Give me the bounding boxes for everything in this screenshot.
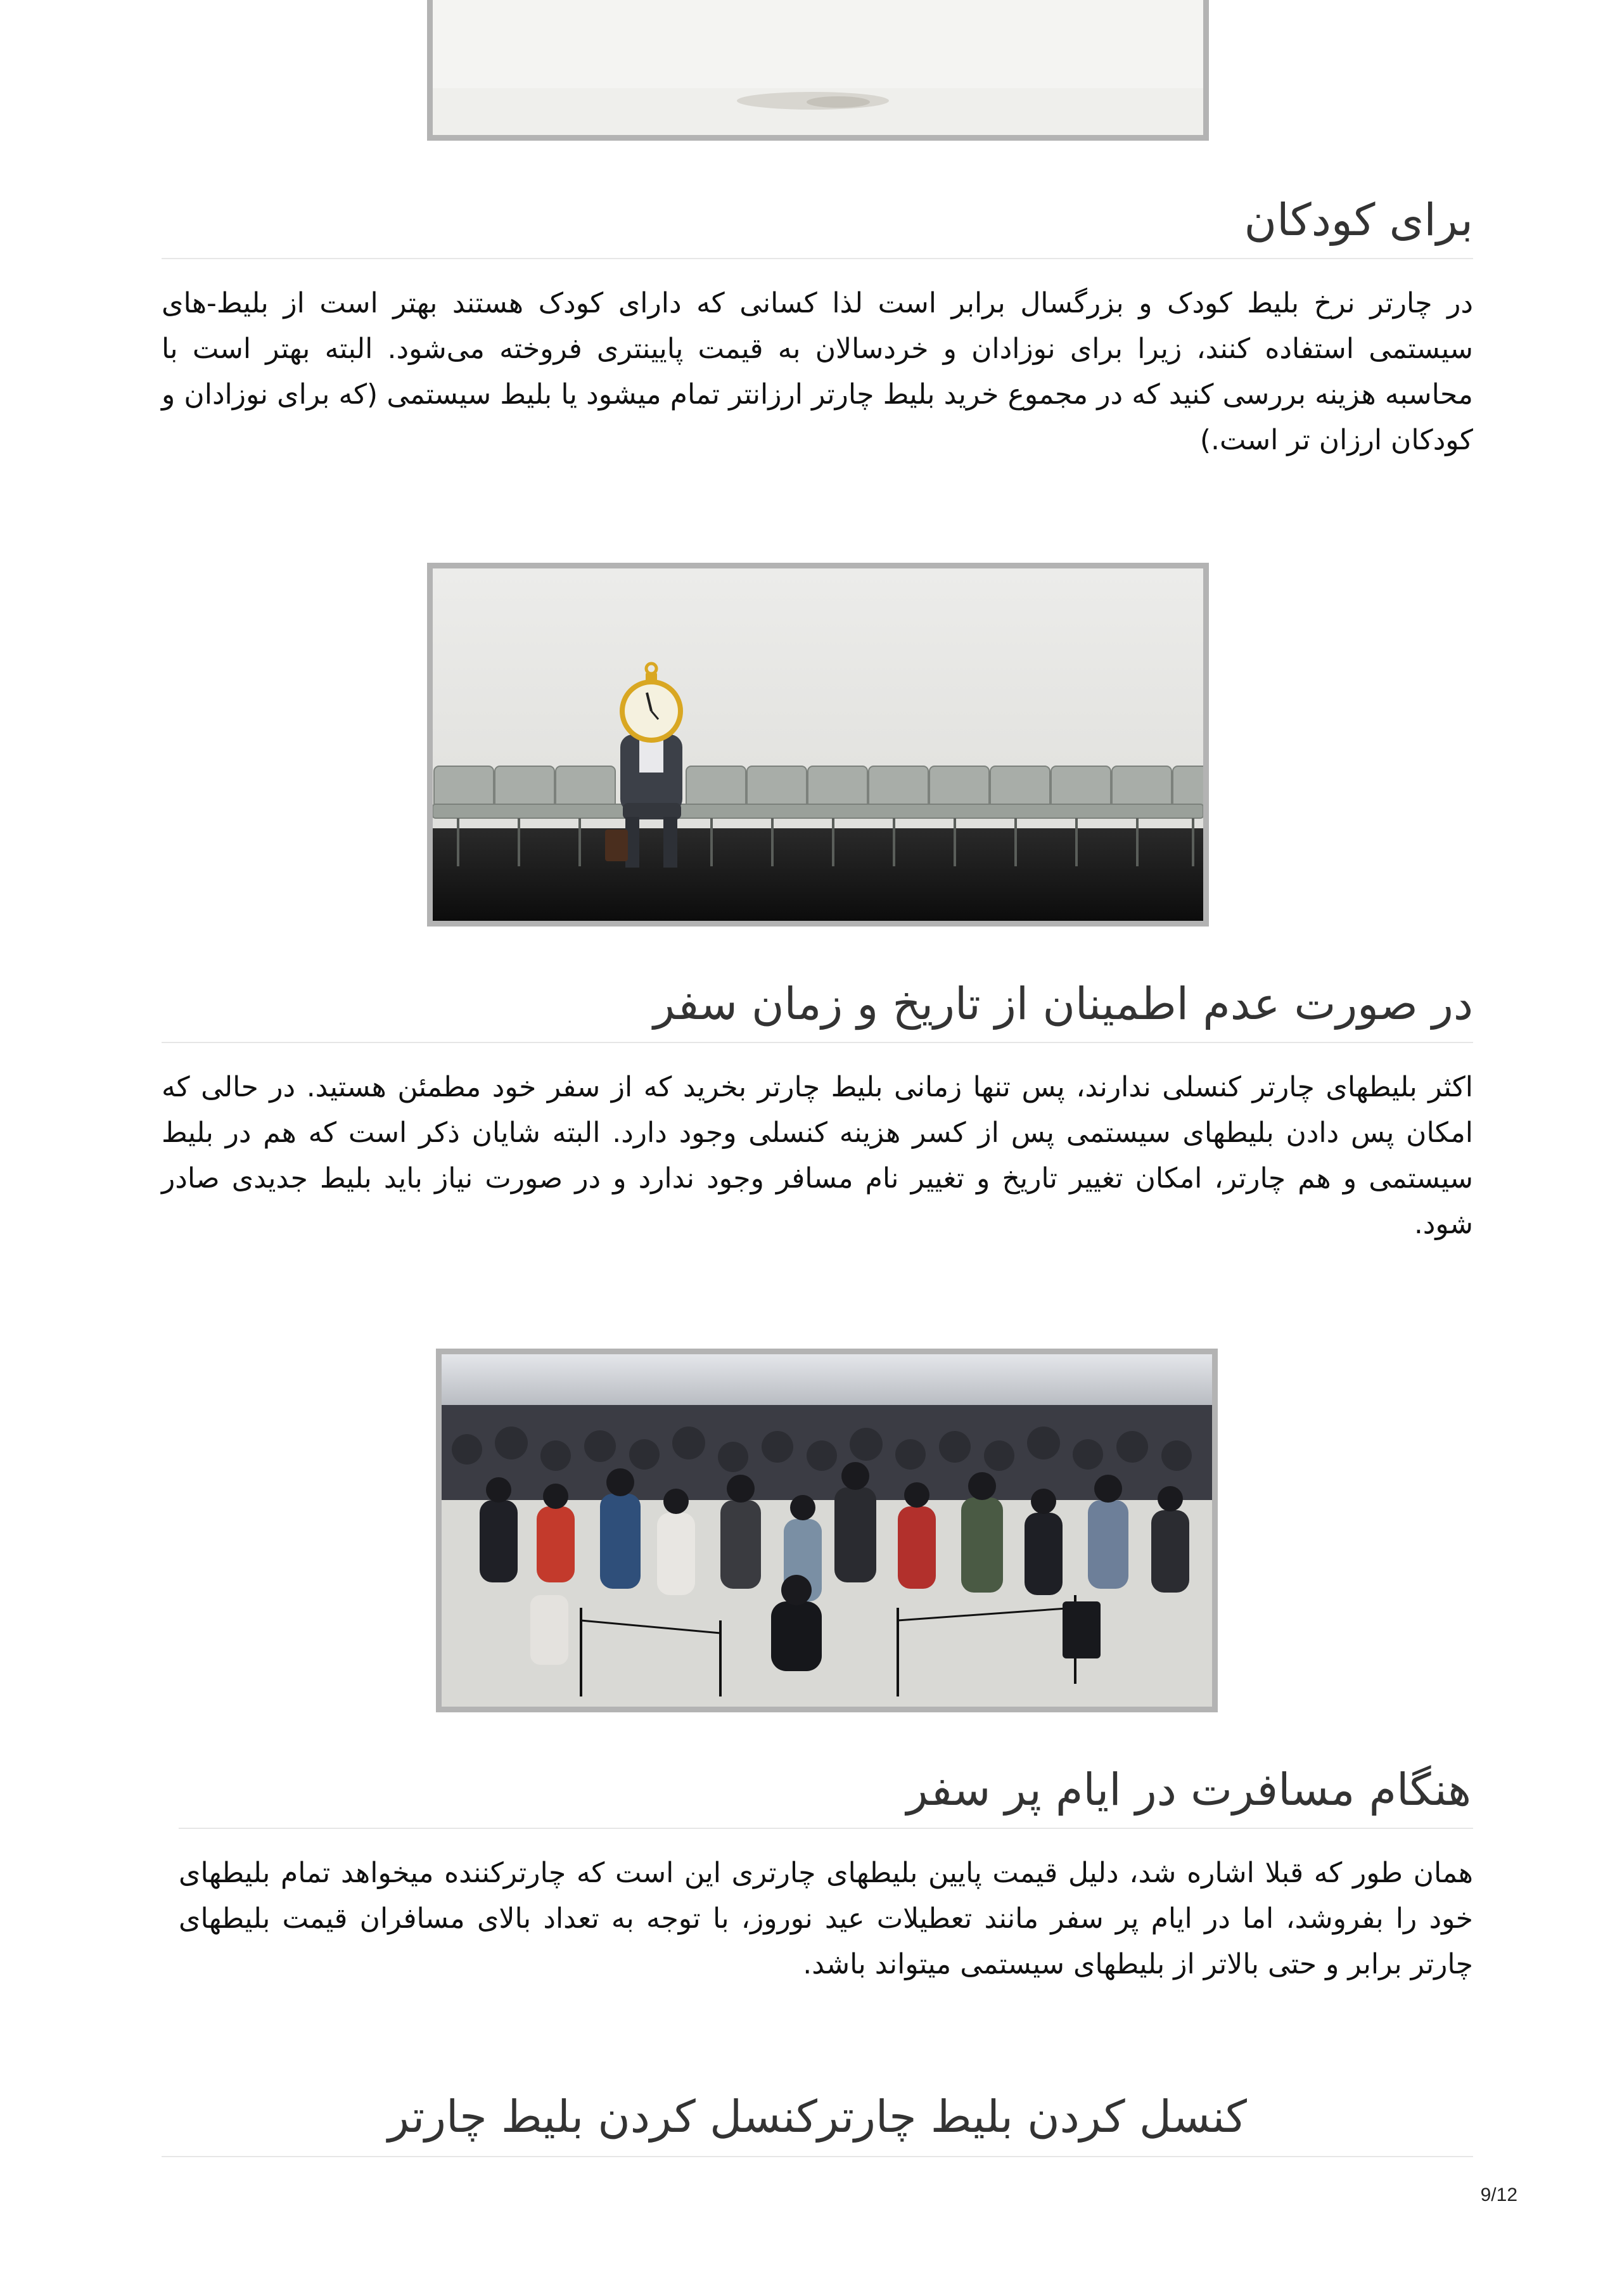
heading-divider	[162, 2156, 1473, 2157]
heading-divider	[162, 258, 1473, 259]
section-paragraph-date-uncertainty: اکثر بلیطهای چارتر کنسلی ندارند، پس تنها زمانی بلیط چارتر بخرید که از سفر خود مطمئن هستید. در حالی که امکان پس دادن بلیطهای سیستمی پس از کسر هزینه کنسلی وجود دارد. البته شایان ذکر است که هم در بلیط سیستمی و هم چارتر، امکان تغییر تاریخ و تغییر نام مسافر وجود ندارد و در صورت نیاز باید بلیط جدیدی صادر شود.	[162, 1071, 1473, 1240]
page-number: 9/12	[1480, 2184, 1517, 2205]
airport-crowd-image	[436, 1349, 1218, 1712]
waiting-room-image	[427, 563, 1209, 927]
section-heading-children: برای کودکان	[1244, 194, 1473, 246]
section-heading-date-uncertainty: در صورت عدم اطمینان از تاریخ و زمان سفر	[653, 978, 1473, 1030]
section-paragraph-peak-travel: همان طور که قبلا اشاره شد، دلیل قیمت پایین بلیطهای چارتری این است که چارترکننده میخواهد تمام بلیطهای خود را بفروشد، اما در ایام پر سفر مانند تعطیلات عید نوروز، با توجه به تعداد بالای مسافران قیمت بلیطهای چارتر برابر و حتی بالاتر از بلیطهای سیستمی میتواند باشد.	[179, 1857, 1473, 1980]
section-heading-peak-travel: هنگام مسافرت در ایام پر سفر	[906, 1764, 1471, 1816]
top-image-fragment	[427, 0, 1209, 141]
heading-divider	[179, 1828, 1473, 1829]
heading-divider	[162, 1042, 1473, 1043]
section-paragraph-children: در چارتر نرخ بلیط کودک و بزرگسال برابر است لذا کسانی که دارای کودک هستند بهتر است از بلیط-های سیستمی استفاده کنند، زیرا برای نوزادان و خردسالان به قیمت پایینتری فروخته می‌شود. البته بهتر است با محاسبه هزینه بررسی کنید که در مجموع خرید بلیط چارتر ارزانتر تمام میشود یا بلیط سیستمی (که برای نوزادان و کودکان ارزان تر است.)	[162, 287, 1473, 456]
section-heading-cancel-charter: کنسل کردن بلیط چارترکنسل کردن بلیط چارتر	[388, 2091, 1247, 2143]
